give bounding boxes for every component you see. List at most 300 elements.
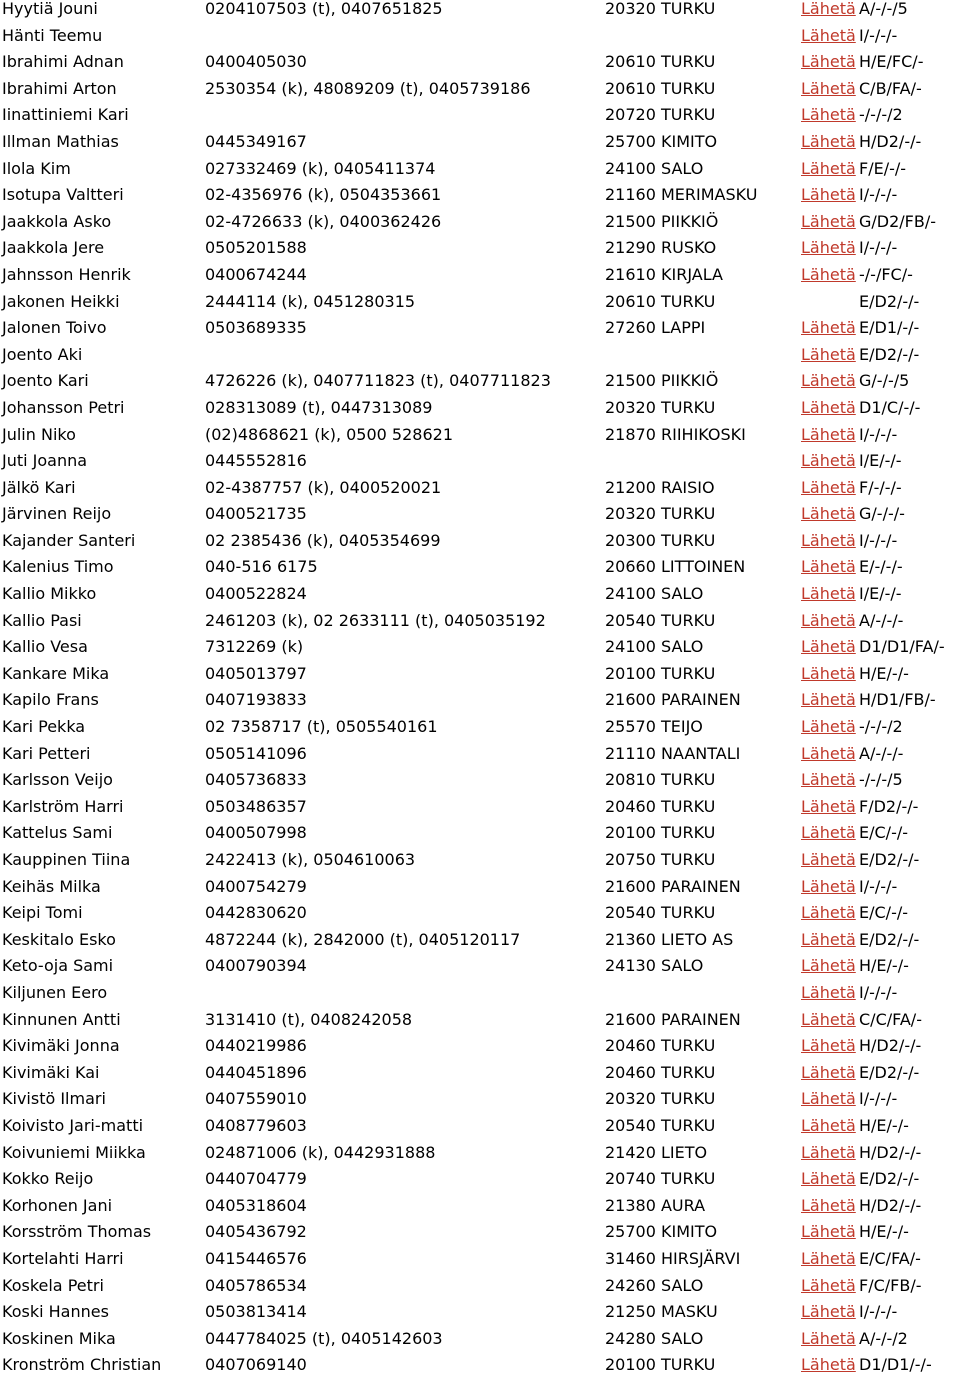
member-phone: 0408779603 xyxy=(205,1115,307,1135)
send-message-link[interactable]: Lähetä xyxy=(801,1195,856,1215)
send-message-link[interactable]: Lähetä xyxy=(801,903,856,923)
directory-row xyxy=(0,798,960,825)
member-license-classes: E/C/-/- xyxy=(859,823,908,843)
member-name: Kankare Mika xyxy=(2,663,110,683)
directory-row xyxy=(0,851,960,878)
member-postal-city: 20720 TURKU xyxy=(605,105,716,125)
directory-row xyxy=(0,1223,960,1250)
directory-row xyxy=(0,186,960,213)
member-phone: 0445552816 xyxy=(205,451,307,471)
member-name: Keipi Tomi xyxy=(2,903,83,923)
member-phone: 0400405030 xyxy=(205,52,307,72)
member-license-classes: -/-/-/2 xyxy=(859,105,903,125)
member-phone: 02 7358717 (t), 0505540161 xyxy=(205,717,438,737)
send-message-link[interactable]: Lähetä xyxy=(801,717,856,737)
member-phone: 0407559010 xyxy=(205,1089,307,1109)
member-postal-city: 20540 TURKU xyxy=(605,1115,716,1135)
directory-row xyxy=(0,1037,960,1064)
member-license-classes: H/D2/-/- xyxy=(859,131,922,151)
directory-row xyxy=(0,399,960,426)
member-phone: 0407193833 xyxy=(205,690,307,710)
member-name: Kronström Christian xyxy=(2,1355,162,1375)
member-license-classes: I/-/-/- xyxy=(859,1302,898,1322)
member-license-classes: I/E/-/- xyxy=(859,584,902,604)
member-license-classes: I/-/-/- xyxy=(859,982,898,1002)
member-postal-city: 20320 TURKU xyxy=(605,0,716,18)
member-phone: 2422413 (k), 0504610063 xyxy=(205,850,416,869)
send-message-link[interactable]: Lähetä xyxy=(801,318,856,338)
member-postal-city: 21500 PIIKKIÖ xyxy=(605,211,719,231)
send-message-link[interactable]: Lähetä xyxy=(801,982,856,1002)
member-name: Ibrahimi Arton xyxy=(2,78,117,98)
send-message-link[interactable]: Lähetä xyxy=(801,504,856,524)
member-postal-city: 21160 MERIMASKU xyxy=(605,185,758,205)
member-name: Kauppinen Tiina xyxy=(2,850,131,869)
member-name: Kari Petteri xyxy=(2,743,91,763)
directory-row xyxy=(0,691,960,718)
member-name: Koivuniemi Miikka xyxy=(2,1142,146,1162)
member-license-classes: E/D2/-/- xyxy=(859,1169,920,1189)
member-phone: 0400522824 xyxy=(205,584,307,604)
member-license-classes: I/-/-/- xyxy=(859,185,898,205)
directory-row xyxy=(0,213,960,240)
member-phone: 0405736833 xyxy=(205,770,307,790)
member-postal-city: 21610 KIRJALA xyxy=(605,264,723,284)
member-phone: 0405786534 xyxy=(205,1275,307,1295)
directory-row xyxy=(0,1330,960,1357)
member-phone: 0505141096 xyxy=(205,743,307,763)
member-name: Juti Joanna xyxy=(2,451,88,471)
send-message-link[interactable]: Lähetä xyxy=(801,52,856,72)
member-license-classes: F/D2/-/- xyxy=(859,796,919,816)
send-message-link[interactable]: Lähetä xyxy=(801,1302,856,1322)
send-message-link[interactable]: Lähetä xyxy=(801,25,856,45)
member-phone: 0440451896 xyxy=(205,1062,307,1082)
member-postal-city: 20100 TURKU xyxy=(605,663,716,683)
directory-row xyxy=(0,638,960,665)
member-postal-city: 20610 TURKU xyxy=(605,291,716,311)
send-message-link[interactable]: Lähetä xyxy=(801,238,856,258)
member-name: Kattelus Sami xyxy=(2,823,113,843)
member-postal-city: 25700 KIMITO xyxy=(605,131,718,151)
directory-row xyxy=(0,532,960,559)
member-license-classes: H/E/-/- xyxy=(859,663,909,683)
directory-row xyxy=(0,505,960,532)
directory-row xyxy=(0,718,960,745)
member-phone: 0445349167 xyxy=(205,131,307,151)
member-name: Joento Aki xyxy=(2,344,83,364)
member-postal-city: 24100 SALO xyxy=(605,158,704,178)
directory-row xyxy=(0,771,960,798)
member-license-classes: F/E/-/- xyxy=(859,158,907,178)
directory-row xyxy=(0,824,960,851)
member-postal-city: 20320 TURKU xyxy=(605,504,716,524)
member-name: Keihäs Milka xyxy=(2,876,101,896)
member-postal-city: 24280 SALO xyxy=(605,1328,704,1348)
member-postal-city: 20460 TURKU xyxy=(605,796,716,816)
member-phone: 3131410 (t), 0408242058 xyxy=(205,1009,413,1029)
directory-row xyxy=(0,931,960,958)
member-name: Kapilo Frans xyxy=(2,690,99,710)
member-name: Korhonen Jani xyxy=(2,1195,113,1215)
member-name: Kivimäki Jonna xyxy=(2,1036,120,1056)
member-license-classes: A/-/-/- xyxy=(859,743,904,763)
send-message-link[interactable]: Lähetä xyxy=(801,743,856,763)
directory-row xyxy=(0,1117,960,1144)
member-phone: 02-4356976 (k), 0504353661 xyxy=(205,185,442,205)
member-name: Julin Niko xyxy=(2,424,76,444)
member-license-classes: E/C/-/- xyxy=(859,903,908,923)
member-phone: 0440219986 xyxy=(205,1036,307,1056)
member-name: Hänti Teemu xyxy=(2,25,103,45)
send-message-link[interactable]: Lähetä xyxy=(801,451,856,471)
member-license-classes: E/D2/-/- xyxy=(859,929,920,949)
directory-row xyxy=(0,665,960,692)
member-postal-city: 24100 SALO xyxy=(605,637,704,657)
member-postal-city: 31460 HIRSJÄRVI xyxy=(605,1248,741,1268)
member-license-classes: F/-/-/- xyxy=(859,477,902,497)
member-license-classes: D1/C/-/- xyxy=(859,397,921,417)
send-message-link[interactable]: Lähetä xyxy=(801,1328,856,1348)
member-license-classes: H/E/-/- xyxy=(859,1115,909,1135)
member-postal-city: 20100 TURKU xyxy=(605,823,716,843)
member-phone: 7312269 (k) xyxy=(205,637,304,657)
directory-row xyxy=(0,1011,960,1038)
member-license-classes: H/E/-/- xyxy=(859,956,909,976)
member-license-classes: C/C/FA/- xyxy=(859,1009,922,1029)
send-message-link[interactable]: Lähetä xyxy=(801,0,856,18)
member-postal-city: 21600 PARAINEN xyxy=(605,690,741,710)
member-postal-city: 24260 SALO xyxy=(605,1275,704,1295)
member-name: Koivisto Jari-matti xyxy=(2,1115,144,1135)
member-postal-city: 25700 KIMITO xyxy=(605,1222,718,1242)
member-license-classes: G/D2/FB/- xyxy=(859,211,937,231)
send-message-link[interactable]: Lähetä xyxy=(801,1062,856,1082)
member-license-classes: E/D1/-/- xyxy=(859,318,920,338)
member-postal-city: 20610 TURKU xyxy=(605,52,716,72)
send-message-link[interactable]: Lähetä xyxy=(801,424,856,444)
directory-row xyxy=(0,1303,960,1330)
send-message-link[interactable]: Lähetä xyxy=(801,1169,856,1189)
directory-row xyxy=(0,452,960,479)
member-license-classes: H/D2/-/- xyxy=(859,1036,922,1056)
send-message-link[interactable]: Lähetä xyxy=(801,371,856,391)
send-message-link[interactable]: Lähetä xyxy=(801,477,856,497)
directory-row xyxy=(0,558,960,585)
member-license-classes: -/-/FC/- xyxy=(859,264,913,284)
member-phone: 2530354 (k), 48089209 (t), 0405739186 xyxy=(205,78,531,98)
member-name: Isotupa Valtteri xyxy=(2,185,124,205)
member-postal-city: 21500 PIIKKIÖ xyxy=(605,371,719,391)
member-phone: 0405013797 xyxy=(205,663,307,683)
send-message-link[interactable]: Lähetä xyxy=(801,876,856,896)
member-name: Hyytiä Jouni xyxy=(2,0,98,18)
member-phone: 2461203 (k), 02 2633111 (t), 0405035192 xyxy=(205,610,546,630)
send-message-link[interactable]: Lähetä xyxy=(801,105,856,125)
send-message-link[interactable]: Lähetä xyxy=(801,397,856,417)
member-license-classes: H/D1/FB/- xyxy=(859,690,936,710)
send-message-link[interactable]: Lähetä xyxy=(801,956,856,976)
member-phone: 0400674244 xyxy=(205,264,307,284)
member-phone: 0505201588 xyxy=(205,238,307,258)
member-name: Kallio Mikko xyxy=(2,584,97,604)
member-postal-city: 21870 RIIHIKOSKI xyxy=(605,424,746,444)
member-phone: 0405318604 xyxy=(205,1195,307,1215)
directory-row xyxy=(0,612,960,639)
member-name: Koskela Petri xyxy=(2,1275,104,1295)
member-phone: 028313089 (t), 0447313089 xyxy=(205,397,433,417)
member-phone: 0447784025 (t), 0405142603 xyxy=(205,1328,443,1348)
member-postal-city: 21380 AURA xyxy=(605,1195,706,1215)
member-name: Illman Mathias xyxy=(2,131,119,151)
member-phone: 02 2385436 (k), 0405354699 xyxy=(205,530,441,550)
member-phone: 4872244 (k), 2842000 (t), 0405120117 xyxy=(205,929,521,949)
member-postal-city: 20740 TURKU xyxy=(605,1169,716,1189)
member-name: Ilola Kim xyxy=(2,158,71,178)
directory-row xyxy=(0,1090,960,1117)
member-phone: 4726226 (k), 0407711823 (t), 0407711823 xyxy=(205,371,551,391)
send-message-link[interactable]: Lähetä xyxy=(801,823,856,843)
member-postal-city: 21110 NAANTALI xyxy=(605,743,741,763)
directory-row xyxy=(0,1356,960,1383)
member-phone: 0503486357 xyxy=(205,796,307,816)
member-name: Joento Kari xyxy=(2,371,89,391)
member-license-classes: H/D2/-/- xyxy=(859,1195,922,1215)
directory-row xyxy=(0,346,960,373)
send-message-link[interactable]: Lähetä xyxy=(801,770,856,790)
member-phone: 0405436792 xyxy=(205,1222,307,1242)
send-message-link[interactable]: Lähetä xyxy=(801,1355,856,1375)
member-license-classes: A/-/-/5 xyxy=(859,0,908,18)
member-name: Iinattiniemi Kari xyxy=(2,105,129,125)
directory-row xyxy=(0,319,960,346)
member-name: Kari Pekka xyxy=(2,717,86,737)
member-phone: (02)4868621 (k), 0500 528621 xyxy=(205,424,453,444)
send-message-link[interactable]: Lähetä xyxy=(801,637,856,657)
member-postal-city: 21200 RAISIO xyxy=(605,477,715,497)
member-name: Jälkö Kari xyxy=(2,477,76,497)
directory-row xyxy=(0,106,960,133)
member-license-classes: -/-/-/5 xyxy=(859,770,903,790)
member-phone: 0440704779 xyxy=(205,1169,307,1189)
member-postal-city: 20300 TURKU xyxy=(605,530,716,550)
send-message-link[interactable]: Lähetä xyxy=(801,929,856,949)
directory-row xyxy=(0,1277,960,1304)
member-license-classes: E/D2/-/- xyxy=(859,1062,920,1082)
directory-row xyxy=(0,27,960,54)
member-phone: 0400754279 xyxy=(205,876,307,896)
send-message-link[interactable]: Lähetä xyxy=(801,1089,856,1109)
member-name: Kiljunen Eero xyxy=(2,982,108,1002)
send-message-link[interactable]: Lähetä xyxy=(801,211,856,231)
member-postal-city: 20610 TURKU xyxy=(605,78,716,98)
member-phone: 0415446576 xyxy=(205,1248,307,1268)
member-name: Kinnunen Antti xyxy=(2,1009,121,1029)
directory-row xyxy=(0,0,960,27)
send-message-link[interactable]: Lähetä xyxy=(801,663,856,683)
member-license-classes: H/E/-/- xyxy=(859,1222,909,1242)
directory-row xyxy=(0,372,960,399)
member-postal-city: 20540 TURKU xyxy=(605,903,716,923)
send-message-link[interactable]: Lähetä xyxy=(801,850,856,869)
member-name: Kajander Santeri xyxy=(2,530,136,550)
member-license-classes: C/B/FA/- xyxy=(859,78,922,98)
send-message-link[interactable]: Lähetä xyxy=(801,1142,856,1162)
member-license-classes: D1/D1/-/- xyxy=(859,1355,932,1375)
directory-row xyxy=(0,426,960,453)
member-postal-city: 20810 TURKU xyxy=(605,770,716,790)
member-phone: 040-516 6175 xyxy=(205,557,318,577)
member-license-classes: E/D2/-/- xyxy=(859,344,920,364)
member-postal-city: 20100 TURKU xyxy=(605,1355,716,1375)
member-postal-city: 20320 TURKU xyxy=(605,1089,716,1109)
member-phone: 027332469 (k), 0405411374 xyxy=(205,158,436,178)
member-license-classes: E/D2/-/- xyxy=(859,850,920,869)
member-name: Jaakkola Jere xyxy=(2,238,105,258)
send-message-link[interactable]: Lähetä xyxy=(801,158,856,178)
directory-row xyxy=(0,160,960,187)
member-name: Koski Hannes xyxy=(2,1302,109,1322)
directory-row xyxy=(0,1144,960,1171)
member-phone: 0400521735 xyxy=(205,504,307,524)
member-license-classes: E/-/-/- xyxy=(859,557,903,577)
member-name: Jaakkola Asko xyxy=(2,211,112,231)
member-name: Kivimäki Kai xyxy=(2,1062,100,1082)
member-phone: 024871006 (k), 0442931888 xyxy=(205,1142,436,1162)
send-message-link[interactable]: Lähetä xyxy=(801,584,856,604)
member-postal-city: 20660 LITTOINEN xyxy=(605,557,746,577)
member-postal-city: 27260 LAPPI xyxy=(605,318,706,338)
member-name: Jahnsson Henrik xyxy=(2,264,131,284)
member-name: Koskinen Mika xyxy=(2,1328,116,1348)
directory-row xyxy=(0,1250,960,1277)
send-message-link[interactable]: Lähetä xyxy=(801,78,856,98)
send-message-link[interactable]: Lähetä xyxy=(801,1222,856,1242)
member-name: Ibrahimi Adnan xyxy=(2,52,124,72)
directory-row xyxy=(0,53,960,80)
member-license-classes: E/D2/-/- xyxy=(859,291,920,311)
member-phone: 0503813414 xyxy=(205,1302,307,1322)
member-postal-city: 20540 TURKU xyxy=(605,610,716,630)
member-phone: 0204107503 (t), 0407651825 xyxy=(205,0,443,18)
member-license-classes: H/E/FC/- xyxy=(859,52,924,72)
member-license-classes: G/-/-/- xyxy=(859,504,905,524)
member-license-classes: A/-/-/2 xyxy=(859,1328,908,1348)
member-postal-city: 25570 TEIJO xyxy=(605,717,703,737)
member-license-classes: I/-/-/- xyxy=(859,25,898,45)
member-postal-city: 20460 TURKU xyxy=(605,1062,716,1082)
send-message-link[interactable]: Lähetä xyxy=(801,1248,856,1268)
directory-row xyxy=(0,80,960,107)
send-message-link[interactable]: Lähetä xyxy=(801,530,856,550)
directory-row xyxy=(0,1064,960,1091)
member-phone: 0503689335 xyxy=(205,318,307,338)
member-name: Keto-oja Sami xyxy=(2,956,114,976)
member-phone: 0407069140 xyxy=(205,1355,307,1375)
send-message-link[interactable]: Lähetä xyxy=(801,796,856,816)
member-phone: 02-4387757 (k), 0400520021 xyxy=(205,477,442,497)
member-phone: 0400507998 xyxy=(205,823,307,843)
member-license-classes: H/D2/-/- xyxy=(859,1142,922,1162)
send-message-link[interactable]: Lähetä xyxy=(801,185,856,205)
member-license-classes: A/-/-/- xyxy=(859,610,904,630)
member-name: Kivistö Ilmari xyxy=(2,1089,106,1109)
member-phone: 2444114 (k), 0451280315 xyxy=(205,291,416,311)
member-license-classes: F/C/FB/- xyxy=(859,1275,922,1295)
member-postal-city: 21600 PARAINEN xyxy=(605,876,741,896)
member-license-classes: I/-/-/- xyxy=(859,1089,898,1109)
member-name: Jalonen Toivo xyxy=(2,318,107,338)
send-message-link[interactable]: Lähetä xyxy=(801,1275,856,1295)
member-name: Karlström Harri xyxy=(2,796,124,816)
member-license-classes: G/-/-/5 xyxy=(859,371,910,391)
member-name: Kortelahti Harri xyxy=(2,1248,124,1268)
directory-row xyxy=(0,1197,960,1224)
member-license-classes: I/-/-/- xyxy=(859,424,898,444)
member-postal-city: 21250 MASKU xyxy=(605,1302,718,1322)
member-postal-city: 24130 SALO xyxy=(605,956,704,976)
member-license-classes: I/-/-/- xyxy=(859,530,898,550)
member-license-classes: -/-/-/2 xyxy=(859,717,903,737)
member-license-classes: E/C/FA/- xyxy=(859,1248,921,1268)
member-postal-city: 20320 TURKU xyxy=(605,397,716,417)
member-name: Keskitalo Esko xyxy=(2,929,116,949)
member-name: Johansson Petri xyxy=(2,397,125,417)
member-postal-city: 20750 TURKU xyxy=(605,850,716,869)
directory-row xyxy=(0,745,960,772)
member-name: Kallio Pasi xyxy=(2,610,82,630)
send-message-link[interactable]: Lähetä xyxy=(801,557,856,577)
directory-row xyxy=(0,878,960,905)
directory-row xyxy=(0,984,960,1011)
send-message-link[interactable]: Lähetä xyxy=(801,131,856,151)
member-name: Karlsson Veijo xyxy=(2,770,113,790)
member-name: Järvinen Reijo xyxy=(2,504,112,524)
member-license-classes: D1/D1/FA/- xyxy=(859,637,945,657)
member-postal-city: 24100 SALO xyxy=(605,584,704,604)
directory-row xyxy=(0,957,960,984)
member-name: Korsström Thomas xyxy=(2,1222,152,1242)
directory-row xyxy=(0,904,960,931)
member-postal-city: 21290 RUSKO xyxy=(605,238,717,258)
send-message-link[interactable]: Lähetä xyxy=(801,1115,856,1135)
directory-row xyxy=(0,293,960,320)
directory-row xyxy=(0,133,960,160)
send-message-link[interactable]: Lähetä xyxy=(801,264,856,284)
member-phone: 0442830620 xyxy=(205,903,307,923)
member-license-classes: I/-/-/- xyxy=(859,876,898,896)
member-license-classes: I/-/-/- xyxy=(859,238,898,258)
send-message-link[interactable]: Lähetä xyxy=(801,610,856,630)
send-message-link[interactable]: Lähetä xyxy=(801,344,856,364)
send-message-link[interactable]: Lähetä xyxy=(801,1009,856,1029)
directory-row xyxy=(0,266,960,293)
directory-row xyxy=(0,239,960,266)
member-license-classes: I/E/-/- xyxy=(859,451,902,471)
member-name: Kalenius Timo xyxy=(2,557,114,577)
send-message-link[interactable]: Lähetä xyxy=(801,690,856,710)
member-name: Kallio Vesa xyxy=(2,637,88,657)
member-name: Jakonen Heikki xyxy=(2,291,120,311)
member-name: Kokko Reijo xyxy=(2,1169,94,1189)
member-phone: 0400790394 xyxy=(205,956,307,976)
send-message-link[interactable]: Lähetä xyxy=(801,1036,856,1056)
member-postal-city: 21420 LIETO xyxy=(605,1142,708,1162)
member-postal-city: 21360 LIETO AS xyxy=(605,929,734,949)
directory-row xyxy=(0,1170,960,1197)
member-phone: 02-4726633 (k), 0400362426 xyxy=(205,211,442,231)
directory-row xyxy=(0,479,960,506)
